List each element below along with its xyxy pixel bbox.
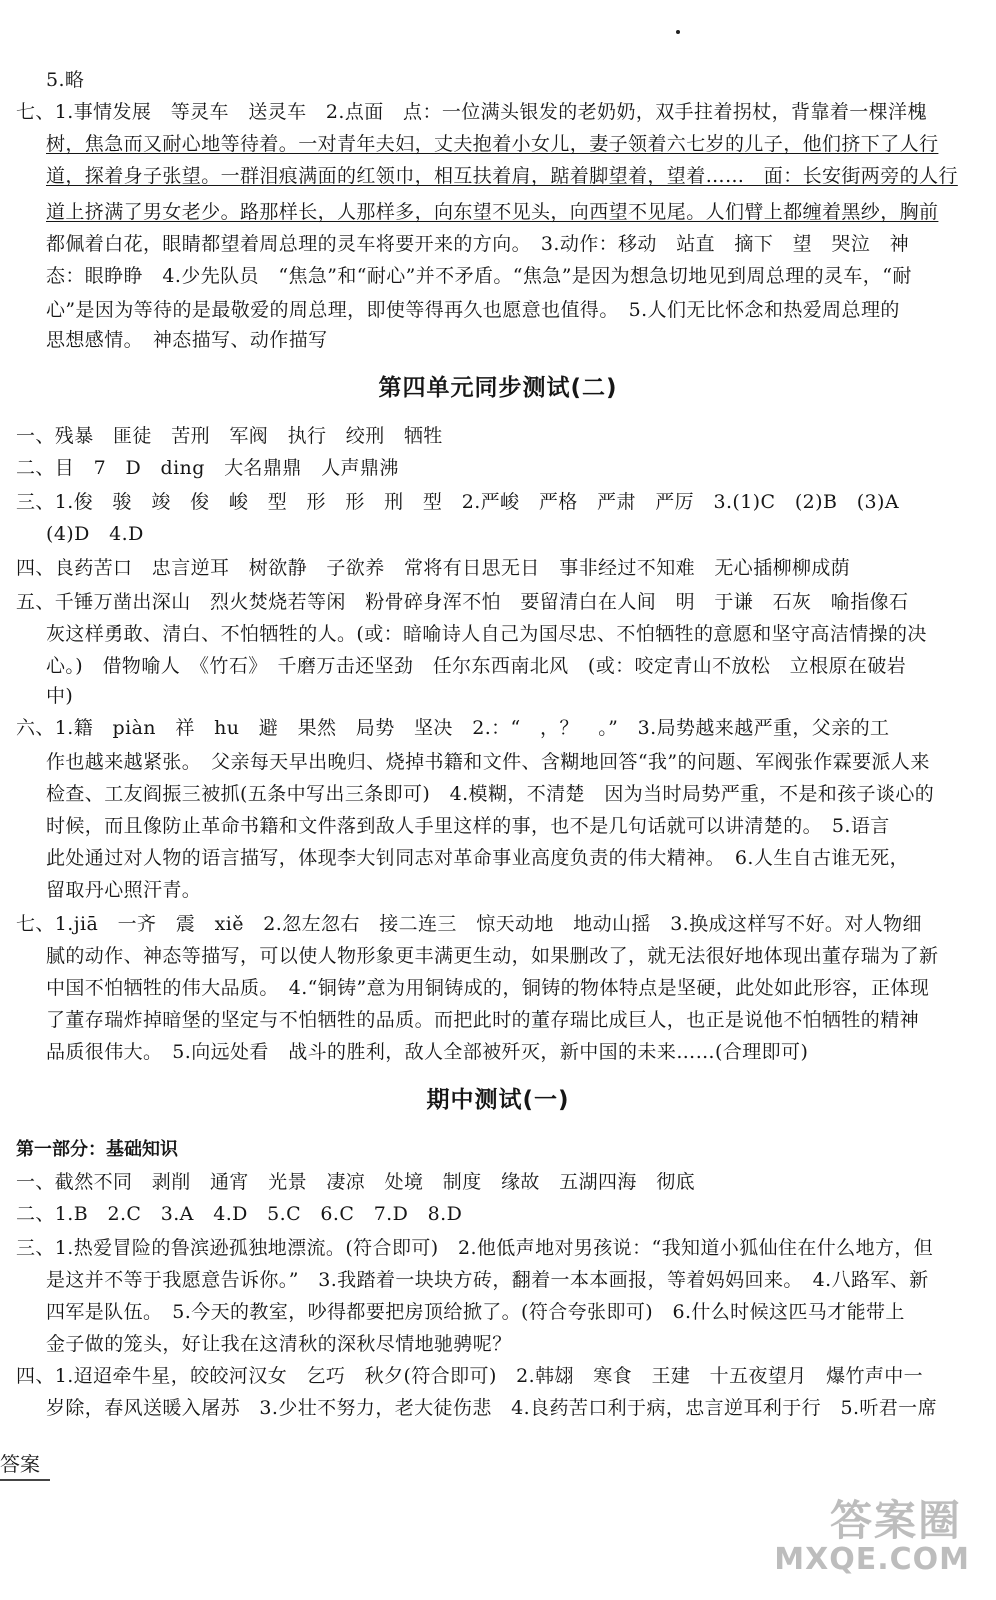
text-line: 三、1.热爱冒险的鲁滨逊孤独地漂流。(符合即可) 2.他低声地对男孩说：“我知道小狐仙住在什么地方，但 <box>16 1237 934 1259</box>
text-line: 作也越来越紧张。 父亲每天早出晚归、烧掉书籍和文件、含糊地回答“我”的问题、军阀张作霖要派人来 <box>46 751 930 773</box>
text-line: 都佩着白花，眼睛都望着周总理的灵车将要开来的方向。 3.动作：移动 站直 摘下 望 哭泣 神 <box>46 233 910 255</box>
text-line: 七、1.jiā 一齐 震 xiě 2.忽左忽右 接二连三 惊天动地 地动山摇 3.换成这样写不好。对人物细 <box>16 913 922 935</box>
footer-label: 答案 <box>0 1448 50 1481</box>
section-title: 期中测试(一) <box>426 1087 570 1113</box>
text-line: 七、1.事情发展 等灵车 送灵车 2.点面 点：一位满头银发的老奶奶，双手拄着拐杖，背靠着一棵洋槐 <box>16 101 927 123</box>
part-title: 第一部分：基础知识 <box>16 1139 178 1160</box>
text-line: 树，焦急而又耐心地等待着。一对青年夫妇，丈夫抱着小女儿，妻子领着六七岁的儿子，他们挤下了人行 <box>46 133 939 155</box>
text-line: 道，探着身子张望。一群泪痕满面的红领巾，相互扶着肩，踮着脚望着，望着…… 面：长安街两旁的人行 <box>46 165 958 187</box>
text-line: 四、良药苦口 忠言逆耳 树欲静 子欲养 常将有日思无日 事非经过不知难 无心插柳柳成荫 <box>16 557 851 579</box>
text-line: 腻的动作、神态等描写，可以使人物形象更丰满更生动，如果删改了，就无法很好地体现出董存瑞为了新 <box>46 945 939 967</box>
text-line: 态：眼睁睁 4.少先队员 “焦急”和“耐心”并不矛盾。“焦急”是因为想急切地见到周总理的灵车，“耐 <box>46 265 912 287</box>
text-line: 灰这样勇敢、清白、不怕牺牲的人。(或：暗喻诗人自己为国尽忠、不怕牺牲的意愿和坚守高洁情操的决 <box>46 623 927 645</box>
text-line: 道上挤满了男女老少。路那样长，人那样多，向东望不见头，向西望不见尾。人们臂上都缠着黑纱，胸前 <box>46 201 939 223</box>
text-line: 一、残暴 匪徒 苦刑 军阀 执行 绞刑 牺牲 <box>16 425 443 447</box>
text-line: 三、1.俊 骏 竣 俊 峻 型 形 形 刑 型 2.严峻 严格 严肃 严厉 3.(1)C (2)B (3)A <box>16 491 899 513</box>
text-line: 时候，而且像防止革命书籍和文件落到敌人手里这样的事，也不是几句话就可以讲清楚的。 5.语言 <box>46 815 890 837</box>
scan-speck <box>676 30 680 34</box>
text-line: 二、目 7 D ding 大名鼎鼎 人声鼎沸 <box>16 457 399 479</box>
text-line: (4)D 4.D <box>46 523 144 545</box>
text-line: 品质很伟大。 5.向远处看 战斗的胜利，敌人全部被歼灭，新中国的未来……(合理即可) <box>46 1041 809 1063</box>
text-line: 四、1.迢迢牵牛星，皎皎河汉女 乞巧 秋夕(符合即可) 2.韩翃 寒食 王建 十五夜望月 爆竹声中一 <box>16 1365 924 1387</box>
section-title: 第四单元同步测试(二) <box>378 375 618 401</box>
text-line: 思想感情。 神态描写、动作描写 <box>46 329 328 351</box>
text-line: 四军是队伍。 5.今天的教室，吵得都要把房顶给掀了。(符合夸张即可) 6.什么时候这匹马才能带上 <box>46 1301 905 1323</box>
text-line: 此处通过对人物的语言描写，体现李大钊同志对革命事业高度负责的伟大精神。 6.人生自古谁无死， <box>46 847 910 869</box>
watermark-logo <box>774 1488 970 1588</box>
watermark-url: MXQE.COM <box>774 1542 970 1577</box>
text-line: 心”是因为等待的是最敬爱的周总理，即使等得再久也愿意也值得。 5.人们无比怀念和热爱周总理的 <box>46 299 900 321</box>
text-line: 是这并不等于我愿意告诉你。” 3.我踏着一块块方砖，翻着一本本画报，等着妈妈回来。 4.八路军、新 <box>46 1269 929 1291</box>
text-line: 五、千锤万凿出深山 烈火焚烧若等闲 粉骨碎身浑不怕 要留清白在人间 明 于谦 石灰 喻指像石 <box>16 591 909 613</box>
text-line: 中国不怕牺牲的伟大品质。 4.“铜铸”意为用铜铸成的，铜铸的物体特点是坚硬，此处如此形容，正体现 <box>46 977 930 999</box>
text-line: 二、1.B 2.C 3.A 4.D 5.C 6.C 7.D 8.D <box>16 1203 463 1225</box>
text-line: 一、截然不同 剥削 通宵 光景 凄凉 处境 制度 缘故 五湖四海 彻底 <box>16 1171 696 1193</box>
text-line: 了董存瑞炸掉暗堡的坚定与不怕牺牲的品质。而把此时的董存瑞比成巨人，也正是说他不怕牺牲的精神 <box>46 1009 920 1031</box>
text-line: 检查、工友阎振三被抓(五条中写出三条即可) 4.模糊，不清楚 因为当时局势严重，不是和孩子谈心的 <box>46 783 935 805</box>
text-line: 留取丹心照汗青。 <box>46 879 202 901</box>
text-line: 金子做的笼头，好让我在这清秋的深秋尽情地驰骋呢？ <box>46 1333 512 1355</box>
text-line: 六、1.籍 piàn 祥 hu 避 果然 局势 坚决 2.：“ ，？ 。” 3.局势越来越严重，父亲的工 <box>16 717 890 739</box>
text-line: 岁除，春风送暖入屠苏 3.少壮不努力，老大徒伤悲 4.良药苦口利于病，忠言逆耳利于行 5.听君一席 <box>46 1397 937 1419</box>
text-line: 5.略 <box>46 69 85 91</box>
text-line: 心。) 借物喻人 《竹石》 千磨万击还坚劲 任尔东西南北风 (或：咬定青山不放松 立根原在破岩 <box>46 655 907 677</box>
text-line: 中) <box>46 685 74 707</box>
watermark-logo-text: 答案圈 <box>829 1496 962 1545</box>
